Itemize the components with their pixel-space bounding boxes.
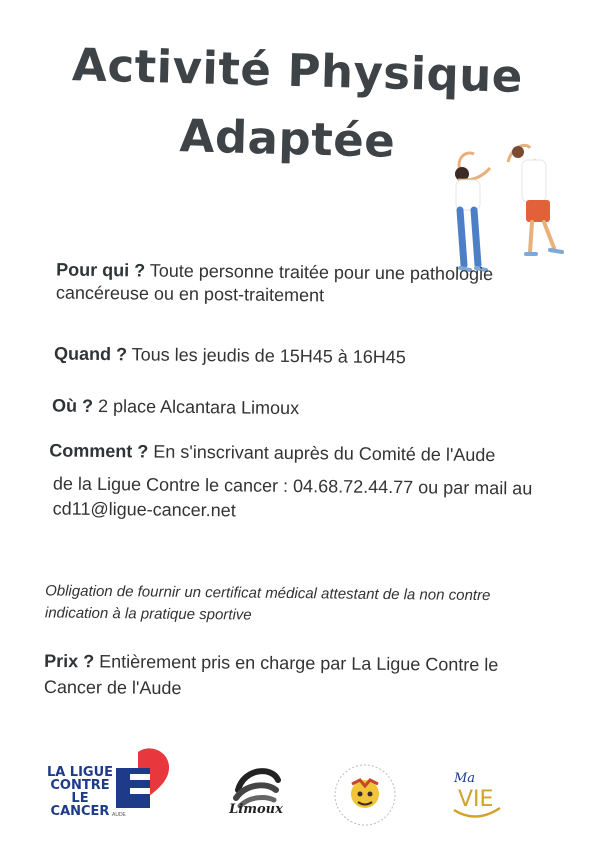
comment-section — [49, 438, 540, 526]
comment-text: En s'inscrivant auprès du Comité de l'Aude — [148, 441, 496, 466]
ligue-heart-cross-icon — [108, 748, 174, 810]
ligue-logo-text: LA LIGUE CONTRE LE CANCER — [46, 765, 114, 819]
medical-certificate-note: Obligation de fournir un certificat médical attestant de la non contre indication à la pratique sportive — [44, 582, 491, 624]
ma-vie-top-text: Ma — [454, 771, 476, 786]
pour-qui-section — [56, 259, 526, 310]
partner-logos — [0, 740, 595, 830]
exercising-people-illustration — [438, 140, 578, 275]
ligue-logo-subtext: AUDE — [112, 812, 126, 818]
pour-qui-label: Pour qui ? — [56, 259, 146, 281]
prix-section — [44, 648, 524, 704]
ma-vie-bottom-text: VIE — [458, 787, 494, 812]
quand-text: Tous les jeudis de 15H45 à 16H45 — [126, 344, 406, 368]
ou-text: 2 place Alcantara Limoux — [92, 395, 300, 419]
ma-vie-logo-icon — [448, 766, 508, 826]
comment-label: Comment ? — [49, 440, 149, 462]
ou-label: Où ? — [51, 395, 94, 416]
pour-qui-text: Toute personne traitée pour une pathologie cancéreuse ou en post-traitement — [55, 260, 494, 306]
flyer-title-line1: Activité Physique — [71, 38, 524, 103]
association-seal-icon — [332, 762, 398, 828]
flyer-title-line2: Adaptée — [178, 109, 396, 168]
prix-label: Prix ? — [44, 650, 95, 672]
prix-text: Entièrement pris en charge par La Ligue Contre le Cancer de l'Aude — [43, 651, 499, 699]
limoux-logo-text: Limoux — [229, 802, 283, 817]
quand-label: Quand ? — [53, 343, 128, 365]
ou-section — [52, 395, 522, 423]
quand-section — [54, 343, 524, 371]
comment-contact-text: de la Ligue Contre le cancer : 04.68.72.44.77 ou par mail au cd11@ligue-cancer.net — [52, 473, 533, 521]
